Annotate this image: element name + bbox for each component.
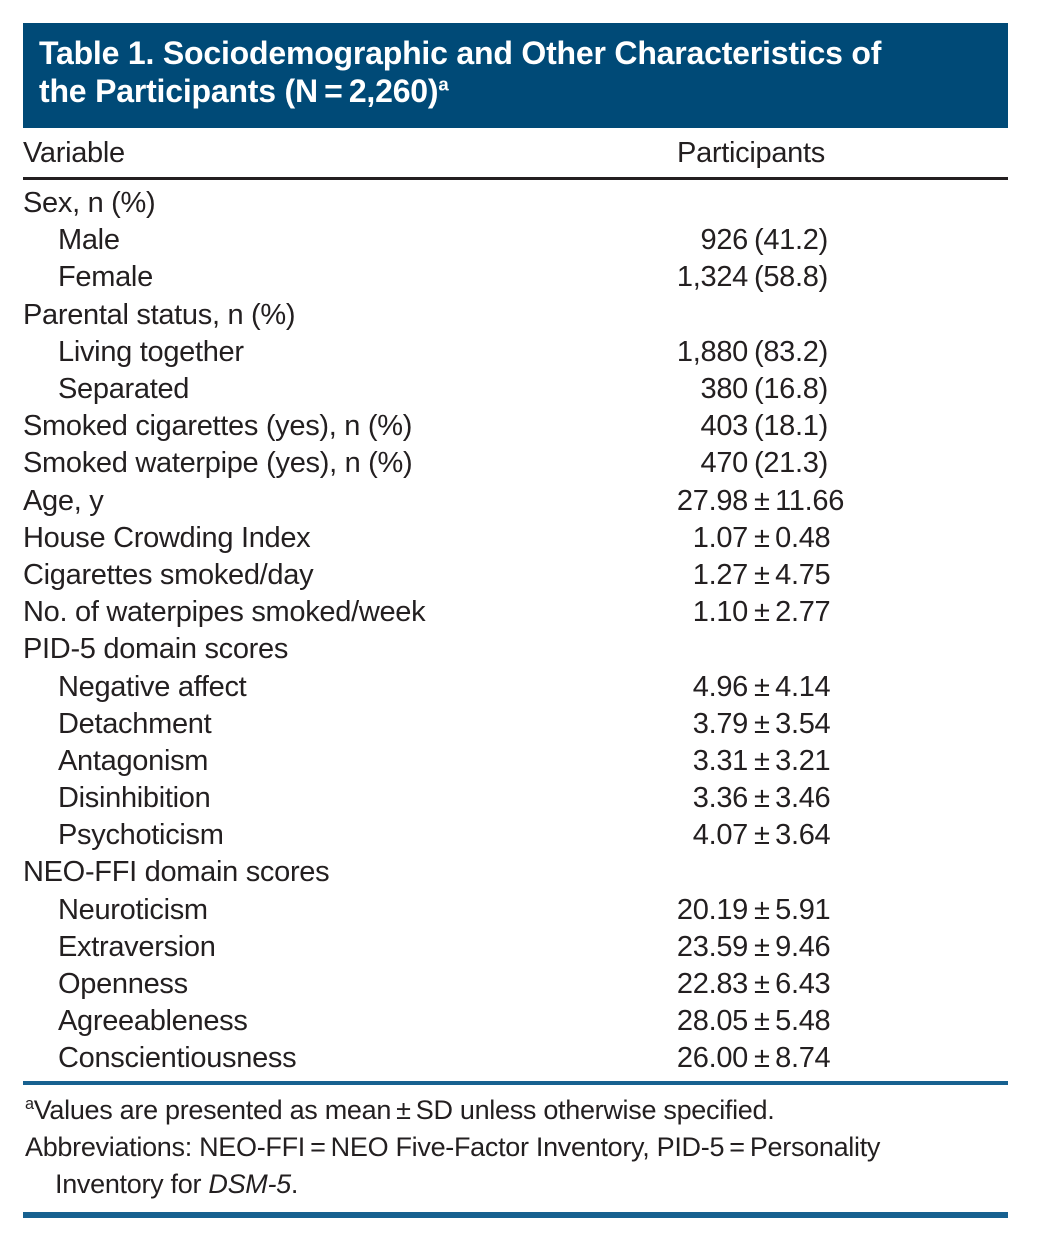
row-value-left: 380	[700, 373, 748, 406]
row-value-left: 1.07	[692, 521, 748, 554]
row-value-left: 403	[700, 410, 748, 443]
table-row	[23, 185, 1008, 222]
table-row	[23, 817, 1008, 854]
column-header-participants: Participants	[677, 137, 825, 169]
table-row	[23, 706, 1008, 743]
row-label: Psychoticism	[58, 819, 224, 852]
row-value-left: 926	[700, 224, 748, 257]
row-value-right: ± 3.46	[754, 782, 831, 815]
row-value-right: ± 3.21	[754, 744, 831, 777]
row-value-left: 1.27	[692, 558, 748, 591]
row-value	[543, 671, 959, 704]
row-value-right: (41.2)	[754, 224, 828, 257]
table-row	[23, 780, 1008, 817]
row-label: Female	[58, 261, 153, 294]
row-value-left: 20.19	[676, 893, 748, 926]
table-title-line1: Table 1. Sociodemographic and Other Characteristics of	[39, 35, 882, 71]
table-row	[23, 408, 1008, 445]
footnote-values-note	[25, 1092, 1008, 1129]
row-label: Detachment	[58, 707, 212, 740]
row-value-left: 3.36	[692, 782, 748, 815]
row-value-right: (83.2)	[754, 335, 828, 368]
row-value-right: (16.8)	[754, 373, 828, 406]
row-value	[543, 410, 959, 443]
row-label: Age, y	[23, 484, 104, 517]
footnotes	[23, 1085, 1008, 1208]
row-label: NEO-FFI domain scores	[23, 856, 330, 889]
row-value	[543, 1005, 959, 1038]
table-row	[23, 594, 1008, 631]
row-value	[543, 968, 959, 1001]
row-value-right: ± 3.54	[754, 707, 831, 740]
row-value	[543, 336, 959, 369]
row-value	[543, 559, 959, 592]
row-value-left: 26.00	[676, 1042, 748, 1075]
table-row	[23, 371, 1008, 408]
row-value	[543, 1042, 959, 1075]
row-label: House Crowding Index	[23, 521, 311, 554]
row-value-left: 4.96	[692, 670, 748, 703]
table-container	[23, 23, 1008, 1218]
table-row	[23, 483, 1008, 520]
row-value-right: ± 11.66	[754, 484, 845, 517]
row-value-left: 4.07	[692, 819, 748, 852]
row-label: Negative affect	[58, 670, 247, 703]
row-value-left: 27.98	[676, 484, 748, 517]
row-value	[543, 373, 959, 406]
row-value-right: ± 5.48	[754, 1005, 831, 1038]
row-label: Disinhibition	[58, 782, 211, 815]
table-row	[23, 966, 1008, 1003]
row-label: PID-5 domain scores	[23, 633, 289, 666]
row-value	[543, 745, 959, 778]
row-value-right: ± 6.43	[754, 968, 831, 1001]
row-label: Male	[58, 224, 120, 257]
table-body	[23, 180, 1008, 1078]
table-title-bar	[23, 23, 1008, 128]
row-label: Cigarettes smoked/day	[23, 558, 314, 591]
column-header-variable: Variable	[23, 137, 125, 169]
column-header-row	[23, 128, 1008, 177]
table-row	[23, 557, 1008, 594]
row-value	[543, 782, 959, 815]
row-label: Antagonism	[58, 744, 209, 777]
footnote-values-text: Values are presented as mean ± SD unless otherwise specified.	[33, 1094, 775, 1125]
row-value-left: 470	[700, 447, 748, 480]
row-value-right: ± 2.77	[754, 596, 831, 629]
row-value-left: 22.83	[676, 968, 748, 1001]
row-value-right: ± 3.64	[754, 819, 831, 852]
table-row	[23, 1040, 1008, 1077]
table-row	[23, 1003, 1008, 1040]
row-label: Separated	[58, 373, 190, 406]
row-value-right: ± 0.48	[754, 521, 831, 554]
row-value-right: (21.3)	[754, 447, 828, 480]
row-value-left: 1,880	[676, 335, 748, 368]
table-row	[23, 222, 1008, 259]
row-value	[543, 224, 959, 257]
table-row	[23, 445, 1008, 482]
row-value	[543, 708, 959, 741]
row-label: Smoked cigarettes (yes), n (%)	[23, 410, 413, 443]
row-value-right: (18.1)	[754, 410, 828, 443]
footnote-abbr-line1: Abbreviations: NEO-FFI = NEO Five-Factor Inventory, PID-5 = Personality	[25, 1131, 881, 1162]
row-value-right: ± 4.14	[754, 670, 831, 703]
table-row	[23, 520, 1008, 557]
row-label: Parental status, n (%)	[23, 298, 296, 331]
table-title	[39, 34, 994, 110]
row-value-right: (58.8)	[754, 261, 828, 294]
footnote-marker-a: a	[25, 1094, 34, 1113]
row-value-left: 23.59	[676, 930, 748, 963]
footnote-abbr-line2: Inventory for DSM-5.	[55, 1168, 299, 1199]
title-footnote-marker: a	[438, 73, 449, 95]
row-value	[543, 447, 959, 480]
row-value-left: 1.10	[692, 596, 748, 629]
table-row	[23, 854, 1008, 891]
footnote-abbreviations	[25, 1129, 1008, 1203]
row-value-left: 3.31	[692, 744, 748, 777]
row-value-left: 3.79	[692, 707, 748, 740]
table-title-line2: the Participants (N = 2,260)	[39, 73, 439, 109]
row-label: Openness	[58, 968, 188, 1001]
row-label: Agreeableness	[58, 1005, 248, 1038]
row-value	[543, 522, 959, 555]
row-value-right: ± 4.75	[754, 558, 831, 591]
row-label: Neuroticism	[58, 893, 208, 926]
table-row	[23, 631, 1008, 668]
row-label: Living together	[58, 335, 244, 368]
table-row	[23, 334, 1008, 371]
row-value-right: ± 5.91	[754, 893, 831, 926]
row-label: Smoked waterpipe (yes), n (%)	[23, 447, 413, 480]
row-value	[543, 596, 959, 629]
table-row	[23, 929, 1008, 966]
row-value	[543, 485, 959, 518]
table-row	[23, 297, 1008, 334]
row-label: Sex, n (%)	[23, 187, 156, 220]
table-row	[23, 668, 1008, 705]
row-value-right: ± 9.46	[754, 930, 831, 963]
row-label: Conscientiousness	[58, 1042, 297, 1075]
table-row	[23, 892, 1008, 929]
table-row	[23, 259, 1008, 296]
row-value-left: 28.05	[676, 1005, 748, 1038]
row-label: Extraversion	[58, 930, 216, 963]
table-bottom-rule	[23, 1212, 1008, 1218]
row-value-left: 1,324	[676, 261, 748, 294]
row-value	[543, 261, 959, 294]
row-value	[543, 819, 959, 852]
row-value-right: ± 8.74	[754, 1042, 831, 1075]
row-value	[543, 931, 959, 964]
dsm5-italic: DSM-5	[208, 1168, 291, 1199]
table-row	[23, 743, 1008, 780]
row-label: No. of waterpipes smoked/week	[23, 596, 426, 629]
row-value	[543, 894, 959, 927]
